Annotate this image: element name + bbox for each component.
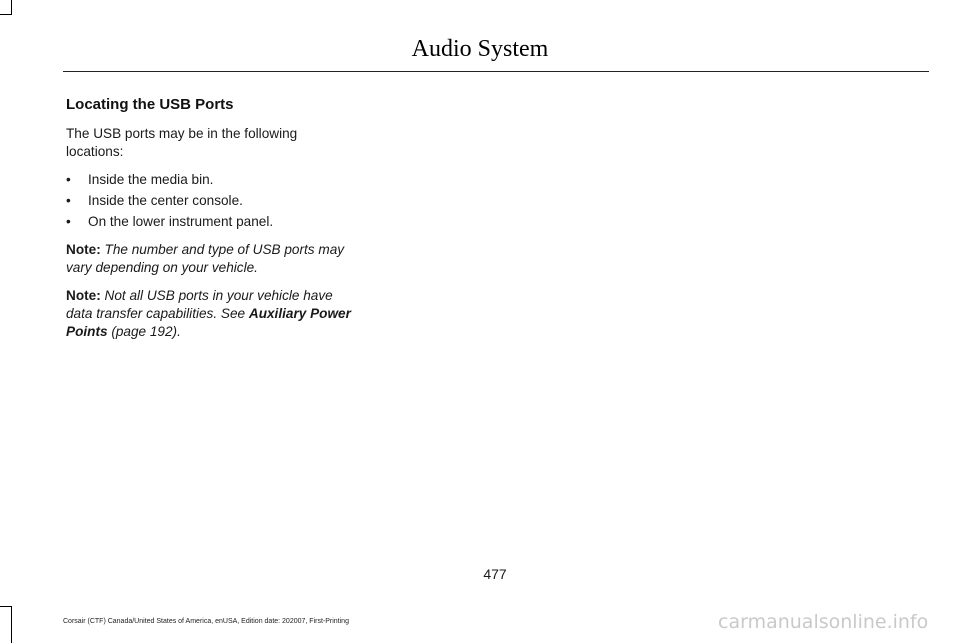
note-text: The number and type of USB ports may vary depending on your vehicle. — [66, 242, 345, 275]
crop-mark-bottom-left-horizontal — [0, 606, 12, 607]
page-header-title: Audio System — [411, 36, 549, 62]
crop-mark-bottom-left-vertical — [11, 606, 12, 643]
bullet-icon: • — [66, 172, 71, 187]
intro-paragraph: The USB ports may be in the following locations: — [66, 126, 298, 159]
watermark-logo: carmanualsonline.info — [718, 611, 929, 633]
note-usb-variation — [66, 241, 352, 277]
list-item — [66, 171, 352, 189]
crop-mark-top-left-vertical — [11, 0, 12, 14]
usb-location-list — [66, 171, 352, 231]
list-item — [66, 213, 352, 231]
page-number: 477 — [483, 566, 507, 582]
section-heading: Locating the USB Ports — [66, 96, 234, 113]
header-divider — [63, 71, 929, 72]
usb-ports-section — [66, 96, 352, 351]
note-data-transfer — [66, 287, 352, 341]
list-item-text: On the lower instrument panel. — [88, 214, 274, 229]
note-text: Not all USB ports in your vehicle have data transfer capabilities. See — [66, 288, 333, 321]
list-item — [66, 192, 352, 210]
bullet-icon: • — [66, 214, 71, 229]
note-label: Note: — [66, 242, 101, 257]
bullet-icon: • — [66, 193, 71, 208]
auxiliary-power-points-link[interactable]: Auxiliary Power Points — [66, 306, 351, 339]
list-item-text: Inside the center console. — [88, 193, 243, 208]
list-item-text: Inside the media bin. — [88, 172, 214, 187]
edition-footer: Corsair (CTF) Canada/United States of America, enUSA, Edition date: 202007, First-Printing — [63, 618, 349, 625]
note-label: Note: — [66, 288, 101, 303]
crop-mark-top-left-horizontal — [0, 14, 12, 15]
page-reference: (page 192). — [111, 324, 181, 339]
